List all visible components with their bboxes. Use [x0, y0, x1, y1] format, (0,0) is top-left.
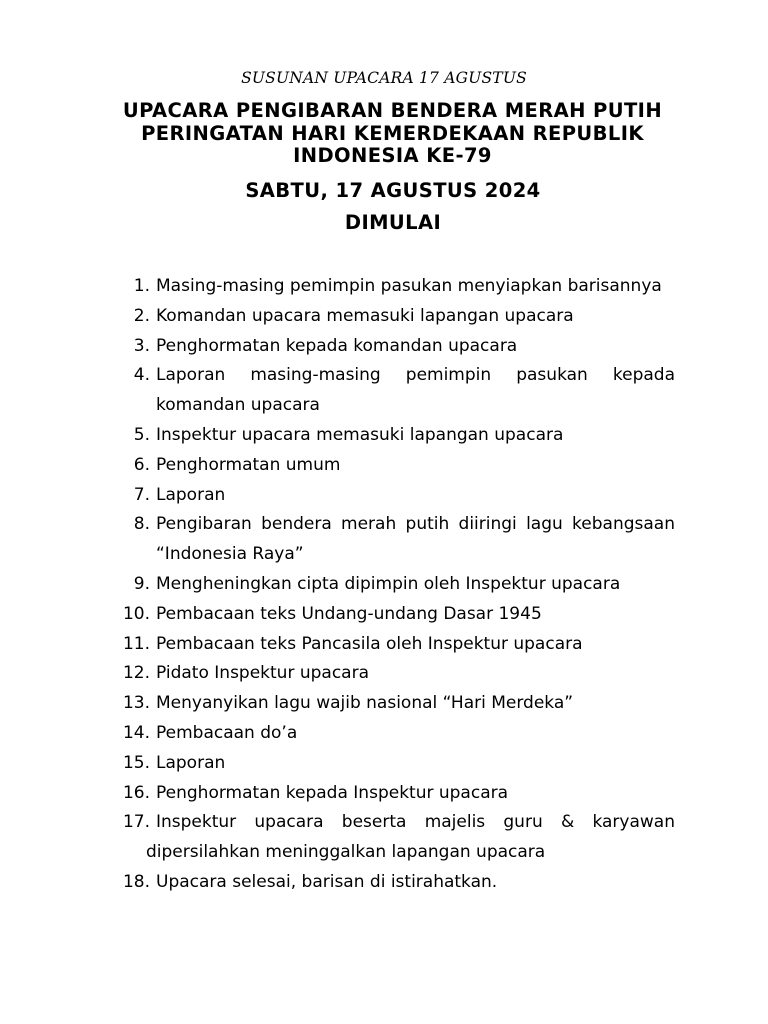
list-item-text: Mengheningkan cipta dipimpin oleh Inspektur upacara [156, 573, 621, 594]
list-item-number: 5. [133, 424, 150, 445]
list-item-text: Penghormatan kepada Inspektur upacara [156, 782, 509, 803]
list-item-number: 3. [133, 335, 150, 356]
title-line: PERINGATAN HARI KEMERDEKAAN REPUBLIK [141, 121, 644, 145]
list-item-number: 12. [122, 663, 150, 684]
list-item [0, 570, 768, 600]
list-item-number: 8. [133, 514, 150, 535]
list-item-number: 17. [122, 812, 150, 833]
list-item-number: 4. [133, 365, 150, 386]
list-item-text: Pidato Inspektur upacara [156, 663, 370, 684]
list-item [0, 272, 768, 302]
event-date: SABTU, 17 AGUSTUS 2024 [245, 179, 541, 202]
list-item-number: 11. [122, 633, 150, 654]
page-title [90, 100, 695, 168]
list-item [0, 779, 768, 809]
list-item-number: 13. [122, 693, 150, 714]
list-item [0, 361, 768, 421]
list-item-text: Penghormatan kepada komandan upacara [156, 335, 518, 356]
list-item-number: 18. [122, 871, 150, 892]
list-item [0, 689, 768, 719]
start-heading: DIMULAI [344, 211, 442, 234]
list-item-text: Laporan masing-masing pemimpin pasukan kepada komandan upacara [156, 365, 675, 416]
list-item-number: 7. [133, 484, 150, 505]
list-item-text: Komandan upacara memasuki lapangan upacara [156, 305, 574, 326]
title-line: UPACARA PENGIBARAN BENDERA MERAH PUTIH [122, 99, 663, 122]
list-item-number: 2. [133, 305, 150, 326]
list-item-number: 14. [122, 722, 150, 743]
list-item-text: Pengibaran bendera merah putih diiringi lagu kebangsaan “Indonesia Raya” [156, 514, 675, 565]
list-item-text: Upacara selesai, barisan di istirahatkan. [156, 871, 498, 892]
list-item-number: 1. [133, 276, 150, 296]
title-line: INDONESIA KE-79 [293, 144, 492, 167]
list-item-number: 10. [122, 603, 150, 624]
ceremony-steps-list [0, 272, 768, 898]
list-item-text: Pembacaan teks Undang-undang Dasar 1945 [156, 603, 542, 624]
list-item-text: Pembacaan do’a [156, 722, 298, 743]
list-item [0, 451, 768, 481]
list-item-text: Inspektur upacara beserta majelis guru & karyawan dipersilahkan meninggalkan lapangan upacara [146, 812, 675, 863]
list-item-text: Inspektur upacara memasuki lapangan upacara [156, 424, 564, 445]
list-item-text: Penghormatan umum [156, 454, 341, 475]
list-item [0, 749, 768, 779]
list-item [0, 600, 768, 630]
list-item-text: Menyanyikan lagu wajib nasional “Hari Merdeka” [156, 693, 574, 714]
list-item-number: 16. [122, 782, 150, 803]
list-item [0, 332, 768, 362]
list-item-text: Laporan [156, 484, 226, 505]
list-item-text: Pembacaan teks Pancasila oleh Inspektur upacara [156, 633, 583, 654]
list-item [0, 719, 768, 749]
list-item [0, 868, 768, 898]
list-item [0, 510, 768, 570]
list-item-text: Masing-masing pemimpin pasukan menyiapkan barisannya [156, 276, 662, 296]
list-item-number: 6. [133, 454, 150, 475]
list-item [0, 659, 768, 689]
list-item [0, 630, 768, 660]
list-item-number: 15. [122, 752, 150, 773]
list-item [0, 481, 768, 511]
list-item [0, 808, 768, 868]
list-item [0, 302, 768, 332]
list-item-text: Laporan [156, 752, 226, 773]
document-label: SUSUNAN UPACARA 17 AGUSTUS [241, 69, 527, 87]
list-item [0, 421, 768, 451]
list-item-number: 9. [133, 573, 150, 594]
